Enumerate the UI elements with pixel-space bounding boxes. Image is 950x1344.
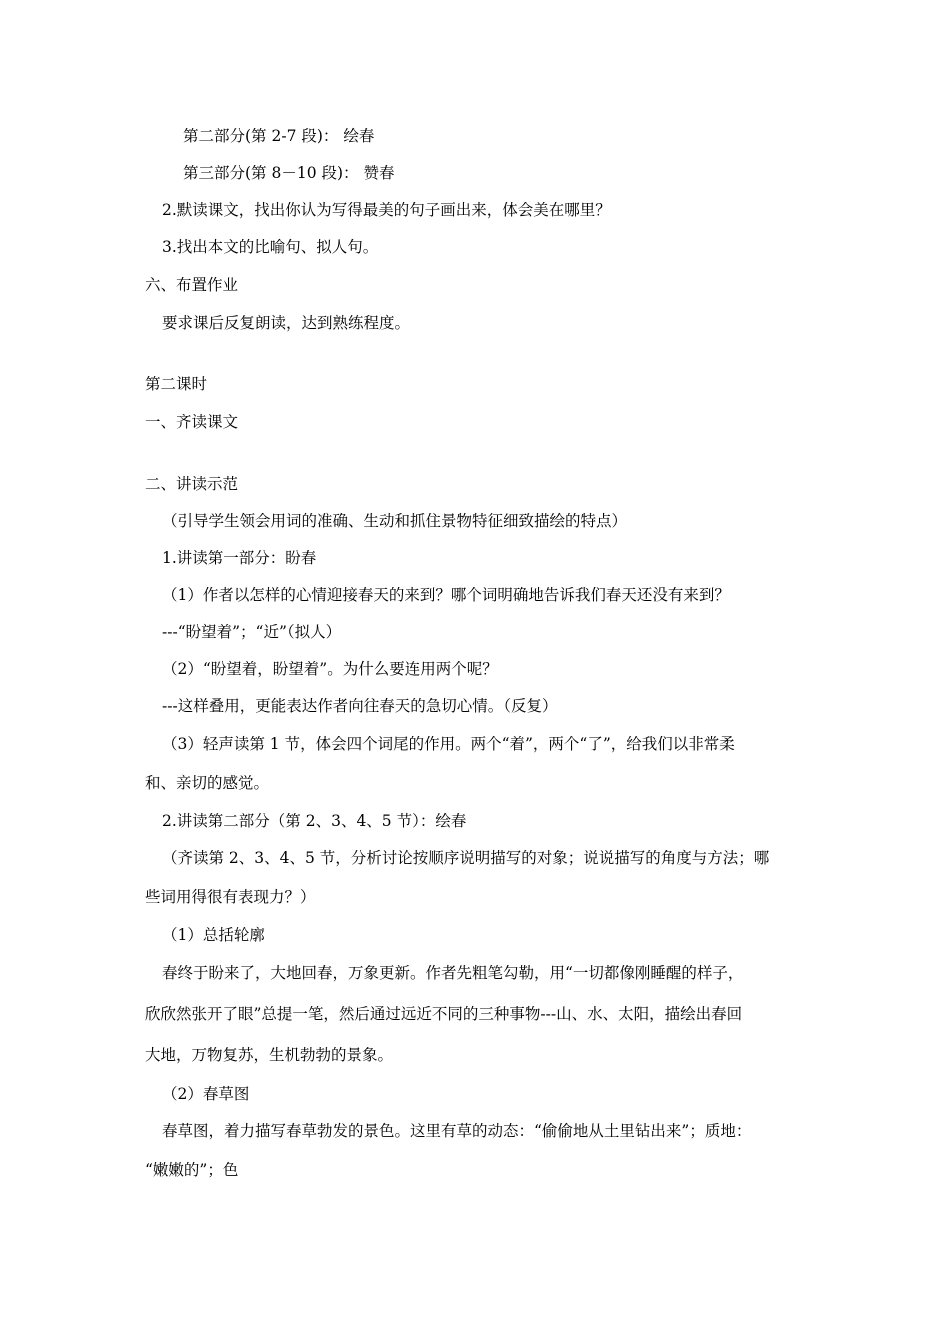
text-line: 1.讲读第一部分：盼春 [162, 549, 317, 567]
text-line: （齐读第 2、3、4、5 节，分析讨论按顺序说明描写的对象；说说描写的角度与方法；哪 [162, 849, 770, 867]
text-line: 欣欣然张开了眼”总提一笔，然后通过远近不同的三种事物---山、水、太阳，描绘出春回 [145, 1005, 743, 1023]
text-line: 2.默读课文，找出你认为写得最美的句子画出来，体会美在哪里？ [162, 201, 611, 219]
text-line: （3）轻声读第 1 节，体会四个词尾的作用。两个“着”，两个“了”，给我们以非常柔 [162, 735, 735, 753]
text-line: 春终于盼来了，大地回春，万象更新。作者先粗笔勾勒，用“一切都像刚睡醒的样子， [162, 964, 744, 982]
text-line: （1）作者以怎样的心情迎接春天的来到？哪个词明确地告诉我们春天还没有来到？ [162, 586, 730, 604]
section-heading: 二、讲读示范 [145, 475, 239, 493]
section-heading: 一、齐读课文 [145, 413, 239, 431]
text-line: 第二部分(第 2-7 段)： 绘春 [183, 127, 375, 145]
text-line: “嫩嫩的”；色 [145, 1161, 239, 1179]
lesson-heading: 第二课时 [145, 375, 208, 393]
text-line: 要求课后反复朗读，达到熟练程度。 [162, 314, 411, 332]
text-line: （引导学生领会用词的准确、生动和抓住景物特征细致描绘的特点） [162, 512, 628, 530]
text-line: （2）春草图 [162, 1085, 250, 1103]
text-line: 和、亲切的感觉。 [145, 774, 270, 792]
text-line: ---这样叠用，更能表达作者向往春天的急切心情。（反复） [162, 697, 558, 715]
text-line: 3.找出本文的比喻句、拟人句。 [162, 238, 379, 256]
text-line: ---“盼望着”；“近”（拟人） [162, 623, 342, 641]
text-line: 2.讲读第二部分（第 2、3、4、5 节）：绘春 [162, 812, 467, 830]
text-line: 些词用得很有表现力？） [145, 888, 316, 906]
text-line: 大地，万物复苏，生机勃勃的景象。 [145, 1046, 394, 1064]
text-line: （1）总括轮廓 [162, 926, 265, 944]
text-line: 春草图，着力描写春草勃发的景色。这里有草的动态：“偷偷地从土里钻出来”；质地： [162, 1122, 752, 1140]
section-heading: 六、布置作业 [145, 276, 239, 294]
text-line: 第三部分(第 8－10 段)： 赞春 [183, 164, 395, 182]
text-line: （2）“盼望着，盼望着”。为什么要连用两个呢？ [162, 660, 498, 678]
